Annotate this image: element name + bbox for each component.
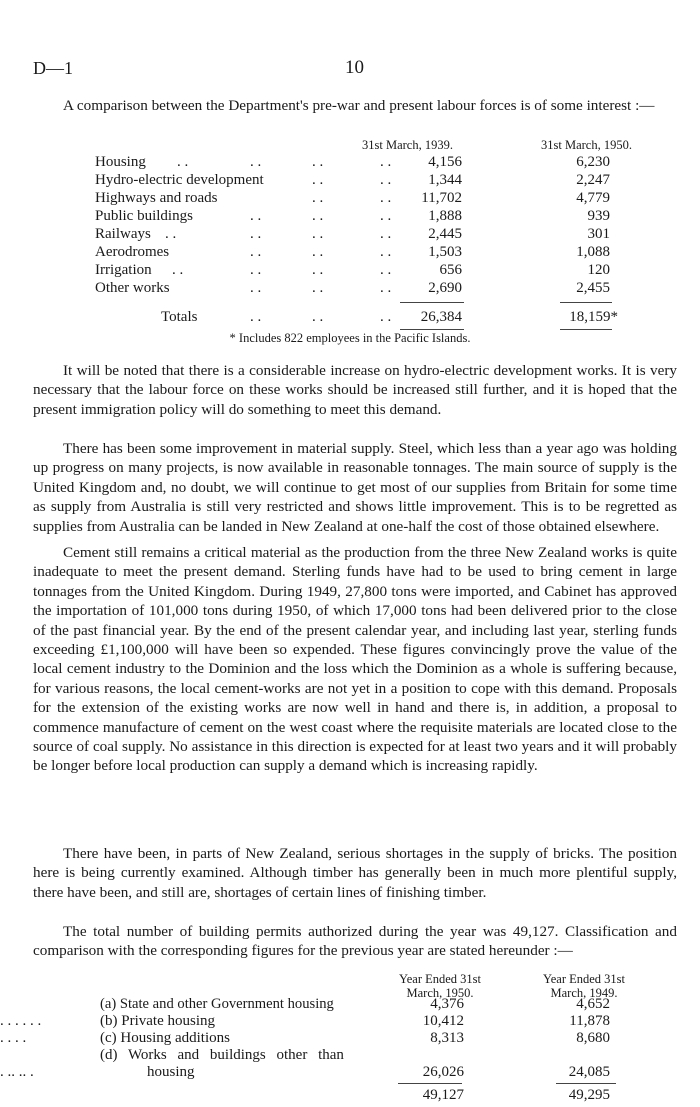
table-row: (b) Private housing . . . . . . 10,412 11,878: [0, 1013, 610, 1029]
row-label: (b) Private housing: [100, 1013, 215, 1029]
table-row: Aerodromes . . . . . . 1,503 1,088: [95, 244, 610, 260]
row-label: Irrigation: [95, 262, 152, 278]
subtotal-rule: [400, 302, 464, 303]
value-1950: 10,412: [422, 1013, 464, 1029]
table-row: Hydro-electric development . . . . 1,344 2,247: [95, 172, 610, 188]
table-row: Public buildings . . . . . . 1,888 939: [95, 208, 610, 224]
value-1939: 2,445: [428, 226, 462, 242]
subtotal-rule: [556, 1083, 616, 1084]
table2-col-1950: Year Ended 31st March, 1950.: [398, 972, 482, 1000]
total-rule: [400, 329, 464, 330]
row-label: Railways: [95, 226, 151, 242]
value-1950: 2,455: [576, 280, 610, 296]
paragraph-steel: There has been some improvement in material supply. Steel, which less than a year ago was holding up progress on many projects, is now available in reasonable tonnages. The main source of supply is the United Kingdom and, no doubt, we will continue to get most of our supplies from Britain for some time as supply from Australia is still very restricted and shows little improvement. This is to be regretted as supplies from Australia can be landed in New Zealand at one-half the cost of those obtained elsewhere.: [33, 440, 677, 535]
value-1939: 1,344: [428, 172, 462, 188]
intro-paragraph: A comparison between the Department's pre-war and present labour forces is of some interest :—: [63, 97, 655, 114]
value-1950: 4,779: [576, 190, 610, 206]
value-1939: 2,690: [428, 280, 462, 296]
table-row: Other works . . . . . . 2,690 2,455: [95, 280, 610, 296]
table1-col-1950: 31st March, 1950.: [541, 138, 632, 152]
row-label-cont: housing: [147, 1064, 195, 1080]
total-1949: 49,295: [568, 1087, 610, 1103]
row-label: (a) State and other Government housing: [100, 996, 334, 1012]
value-1950: 2,247: [576, 172, 610, 188]
subtotal-rule: [560, 302, 612, 303]
table-row: Highways and roads . . . . 11,702 4,779: [95, 190, 610, 206]
paragraph-hydro: It will be noted that there is a considerable increase on hydro-electric development works. It is very necessary that the labour force on these works should be increased still further, and it is hoped that the present immigration policy will do something to meet this demand.: [33, 362, 677, 418]
value-1939: 1,503: [428, 244, 462, 260]
row-label: Hydro-electric development: [95, 172, 264, 188]
value-1950: 1,088: [576, 244, 610, 260]
value-1950: 301: [587, 226, 610, 242]
total-1950: 49,127: [422, 1087, 464, 1103]
table2-col-1949: Year Ended 31st March, 1949.: [542, 972, 626, 1000]
totals-row: Totals . . . . . . 26,384 18,159*: [161, 309, 618, 325]
document-code: D—1: [33, 58, 73, 78]
value-1949: 4,652: [576, 996, 610, 1012]
table-row: housing . .. .. . 26,026 24,085: [0, 1064, 610, 1080]
value-1939: 4,156: [428, 154, 462, 170]
paragraph-bricks: There have been, in parts of New Zealand, serious shortages in the supply of bricks. The position here is being currently examined. Although timber has generally been in much more plentiful supply, there have been, and still are, shortages of certain lines of finishing timber.: [33, 845, 677, 901]
value-1939: 11,702: [421, 190, 462, 206]
value-1949: 24,085: [568, 1064, 610, 1080]
paragraph-permits: The total number of building permits authorized during the year was 49,127. Classification and comparison with the corresponding figures for the previous year are stated hereunder :—: [33, 923, 677, 960]
table-row: Railways . . . . . . . . 2,445 301: [95, 226, 610, 242]
value-1950: 939: [587, 208, 610, 224]
value-1950: 6,230: [576, 154, 610, 170]
total-1950: 18,159*: [569, 309, 618, 325]
row-label: (c) Housing additions: [100, 1030, 230, 1046]
total-rule: [560, 329, 612, 330]
value-1939: 656: [439, 262, 462, 278]
value-1949: 8,680: [576, 1030, 610, 1046]
total-1939: 26,384: [420, 309, 462, 325]
table-row: (c) Housing additions . . . . 8,313 8,680: [0, 1030, 610, 1046]
totals-row: [0, 1087, 700, 1106]
value-1939: 1,888: [428, 208, 462, 224]
paragraph-cement: Cement still remains a critical material as the production from the three New Zealand works is quite inadequate to meet the present demand. Sterling funds have had to be used to bring cement in large tonnages from the United Kingdom. During 1949, 27,800 tons were imported, and Cabinet has approved the importation of 101,000 tons during 1950, of which 17,000 tons had been delivered prior to the close of the past financial year. By the end of the present calendar year, and including last year, sterling funds exceeding £1,100,000 will have been so expended. These figures convincingly prove the value of the local cement industry to the Dominion and the loss which the Dominion as a whole is suffering because, for various reasons, the local cement-works are not yet in a position to cope with this demand. Proposals for the extension of the existing works are now well in hand and there is, in addition, a proposal to commence manufacture of cement on the west coast where the requisite materials are located close to the source of coal supply. No assistance in this direction is expected for at least two years and it will probably be longer before local production can supply a demand which is increasing rapidly.: [33, 544, 677, 775]
totals-label: Totals: [161, 309, 198, 325]
footnote: * Includes 822 employees in the Pacific Islands.: [229, 331, 471, 345]
table-row: Irrigation . . . . . . . . 656 120: [95, 262, 610, 278]
page-number: 10: [345, 57, 364, 78]
row-label: Public buildings: [95, 208, 193, 224]
row-label: Aerodromes: [95, 244, 170, 260]
row-label: Other works: [95, 280, 170, 296]
row-label: Housing: [95, 154, 146, 170]
value-1950: 26,026: [422, 1064, 464, 1080]
value-1949: 11,878: [569, 1013, 610, 1029]
subtotal-rule: [398, 1083, 462, 1084]
table-row: Housing . . . . . . . . 4,156 6,230: [95, 154, 610, 170]
row-label: (d) Works and buildings other than: [100, 1047, 344, 1063]
row-label: Highways and roads: [95, 190, 218, 206]
value-1950: 4,376: [430, 996, 464, 1012]
table1-col-1939: 31st March, 1939.: [362, 138, 453, 152]
value-1950: 8,313: [430, 1030, 464, 1046]
value-1950: 120: [587, 262, 610, 278]
